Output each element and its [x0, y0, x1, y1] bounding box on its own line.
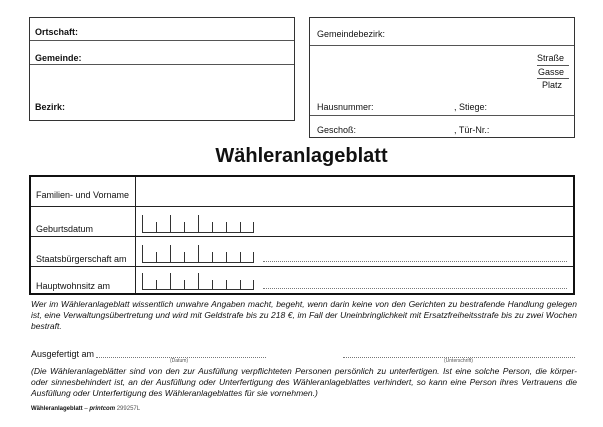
strasse-divider — [537, 65, 569, 66]
page-title: Wähleranlageblatt — [215, 145, 388, 167]
platz-option: Platz — [541, 80, 562, 90]
hauptwohnsitz-date-input[interactable] — [142, 273, 254, 290]
gemeinde-label: Gemeinde: — [35, 53, 82, 63]
form-row-hauptwohnsitz — [31, 267, 573, 293]
geschoss-label: Geschoß: — [317, 125, 357, 135]
gasse-option: Gasse — [537, 67, 564, 77]
gemeindebezirk-label: Gemeindebezirk: — [317, 29, 386, 39]
name-label: Familien- und Vorname — [36, 190, 130, 200]
form-row-staatsbuergerschaft — [31, 237, 573, 267]
gemeindebezirk-line — [310, 45, 574, 46]
staatsbuergerschaft-line[interactable] — [263, 261, 567, 262]
gemeinde-line — [30, 64, 294, 65]
footer-code: 299257L — [116, 406, 141, 412]
ortschaft-label: Ortschaft: — [35, 27, 79, 37]
bezirk-label: Bezirk: — [35, 102, 66, 112]
footer-separator: – — [84, 406, 90, 412]
strasse-option: Straße — [536, 53, 564, 63]
form-row-name — [31, 177, 573, 207]
staatsbuergerschaft-label: Staatsbürgerschaft am — [36, 254, 127, 264]
signing-note: (Die Wähleranlageblätter sind von den zur Ausfüllung verpflichteten Personen persönlich zu unterfertigen. Ist eine solche Person, die körper- oder sinnesbehindert ist, an der Ausfüllung oder Unterfertigung des Wähleranlageblattes verhindert, so kann eine Person ihres Vertrauens die Ausfüllung oder Unterfertigung des Wähleranlageblattes für sie vornehmen.) — [31, 366, 577, 398]
hausnummer-label: Hausnummer: — [317, 102, 374, 112]
footer-form-name: Wähleranlageblatt — [31, 406, 83, 412]
tuer-label: , Tür-Nr.: — [454, 125, 490, 135]
name-input[interactable] — [136, 177, 573, 206]
unterschrift-caption: (Unterschrift) — [444, 358, 473, 364]
footer-brand: printcom — [89, 406, 116, 412]
address-box — [309, 17, 575, 138]
stiege-label: , Stiege: — [454, 102, 488, 112]
ortschaft-line — [30, 40, 294, 41]
hausnummer-line — [310, 115, 574, 116]
locality-box — [29, 17, 295, 121]
legal-warning: Wer im Wähleranlageblatt wissentlich unwahre Angaben macht, begeht, wenn darin keine von den Gerichten zu bestrafende Handlung gelegen ist, eine Verwaltungsübertretung und wird mit Geldstrafe bis zu 218 €, im Fall der Uneinbringlichkeit mit Ersatzfreiheitsstrafe bis zu zwei Wochen bestraft. — [31, 299, 577, 331]
gasse-divider — [537, 78, 569, 79]
ausgefertigt-label: Ausgefertigt am — [31, 349, 95, 359]
voter-form-table — [29, 175, 575, 295]
hauptwohnsitz-line[interactable] — [263, 288, 567, 289]
form-row-geburtsdatum — [31, 207, 573, 237]
datum-caption: (Datum) — [170, 358, 189, 364]
geburtsdatum-label: Geburtsdatum — [36, 224, 94, 234]
geburtsdatum-input[interactable] — [142, 215, 254, 233]
footer — [31, 406, 140, 412]
staatsbuergerschaft-date-input[interactable] — [142, 245, 254, 263]
hauptwohnsitz-label: Hauptwohnsitz am — [36, 281, 111, 291]
